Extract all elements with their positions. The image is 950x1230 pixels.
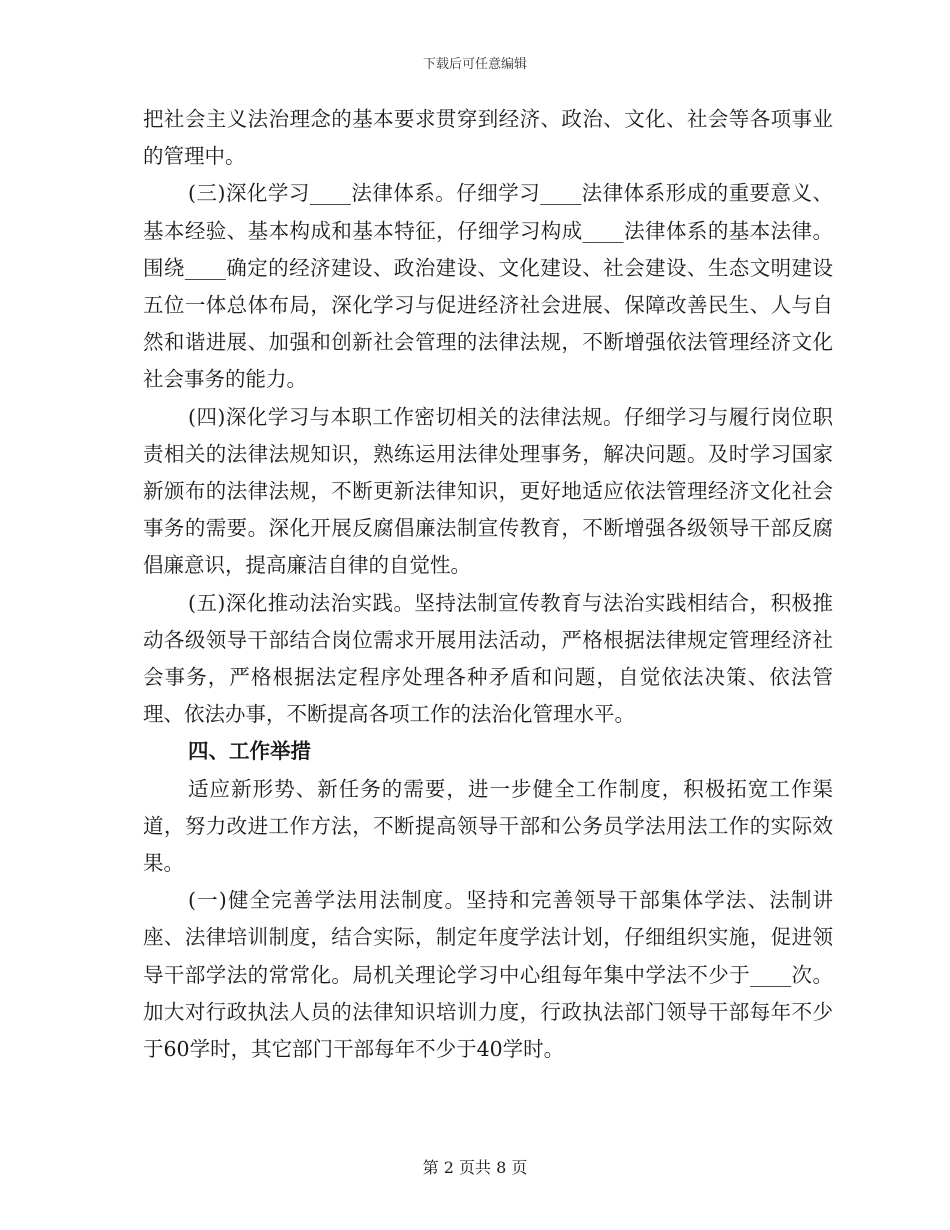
paragraph-measures-intro: 适应新形势、新任务的需要，进一步健全工作制度，积极拓宽工作渠道，努力改进工作方法，不断提高领导干部和公务员学法用法工作的实际效果。 (143, 776, 833, 876)
paragraph-measure-1: (一)健全完善学法用法制度。坚持和完善领导干部集体学法、法制讲座、法律培训制度，结合实际，制定年度学法计划，仔细组织实施，促进领导干部学法的常常化。局机关理论学习中心组每年集中学法不少于____次。加大对行政执法人员的法律知识培训力度，行政执法部门领导干部每年不少于60学时，其它部门干部每年不少于40学时。 (143, 888, 833, 1062)
page-footer-number: 第 2 页共 8 页 (422, 1158, 528, 1177)
section-heading-work-measures: 四、工作举措 (188, 739, 311, 764)
document-body (143, 101, 833, 1068)
page-header-note: 下载后可任意编辑 (422, 57, 527, 72)
paragraph-section-3: (三)深化学习____法律体系。仔细学习____法律体系形成的重要意义、基本经验、基本构成和基本特征，仔细学习构成____法律体系的基本法律。围绕____确定的经济建设、政治建设、文化建设、社会建设、生态文明建设五位一体总体布局，深化学习与促进经济社会进展、保障改善民生、人与自然和谐进展、加强和创新社会管理的法律法规，不断增强依法管理经济文化社会事务的能力。 (143, 181, 833, 392)
paragraph-continuation: 把社会主义法治理念的基本要求贯穿到经济、政治、文化、社会等各项事业的管理中。 (143, 107, 833, 169)
paragraph-section-5: (五)深化推动法治实践。坚持法制宣传教育与法治实践相结合，积极推动各级领导干部结合岗位需求开展用法活动，严格根据法律规定管理经济社会事务，严格根据法定程序处理各种矛盾和问题，自觉依法决策、依法管理、依法办事，不断提高各项工作的法治化管理水平。 (143, 590, 833, 727)
paragraph-section-4: (四)深化学习与本职工作密切相关的法律法规。仔细学习与履行岗位职责相关的法律法规知识，熟练运用法律处理事务，解决问题。及时学习国家新颁布的法律法规，不断更新法律知识，更好地适应依法管理经济文化社会事务的需要。深化开展反腐倡廉法制宣传教育，不断增强各级领导干部反腐倡廉意识，提高廉洁自律的自觉性。 (143, 404, 833, 578)
